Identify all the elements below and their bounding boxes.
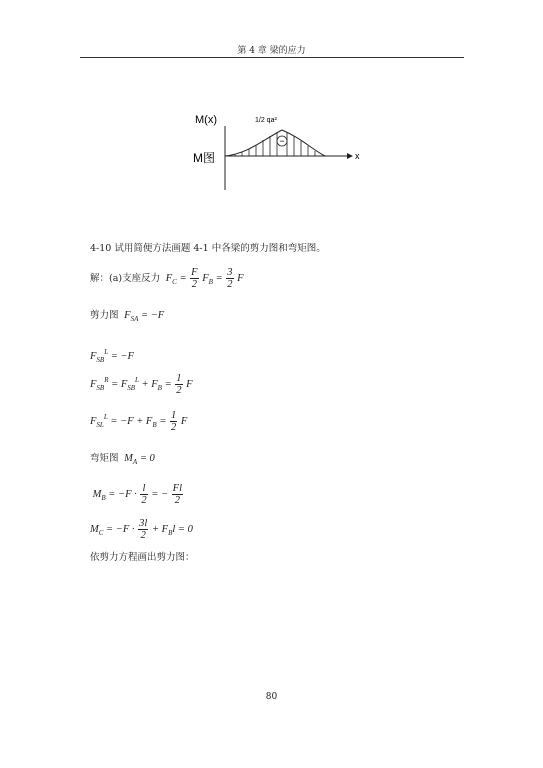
moment-eq-c: $M_C = -F$ · $\frac{3l}{2}$ + $F_Bl = 0$ — [90, 518, 193, 541]
moment-diagram — [185, 108, 365, 190]
closing-text: 依剪力方程画出剪力图： — [90, 552, 195, 563]
y-axis-label: M(x) — [195, 114, 217, 126]
problem-statement: 4-10 试用简便方法画题 4-1 中各梁的剪力图和弯矩图。 — [90, 243, 326, 254]
page-header: 第 4 章 梁的应力 — [237, 46, 306, 56]
moment-curve — [225, 130, 325, 156]
reaction-equation: $F_C$ = $\frac{F}{2}$ $F_B$ = $\frac{3}{2}$ F — [163, 267, 244, 290]
sign-label: − — [279, 136, 285, 146]
shear-eq-b-left: $F_{SB}^L = -F$ — [90, 348, 134, 364]
shear-line — [90, 309, 164, 326]
hatch-lines — [235, 132, 315, 156]
shear-eq-b-right: $F_{SB}^R = F_{SB}^L + F_B$ = $\frac{1}{2}$ F — [90, 373, 193, 397]
peak-label: 1/2 qa² — [255, 117, 277, 124]
moment-line — [90, 452, 155, 469]
support-reaction-line — [90, 267, 244, 290]
shear-eq-a: $F_{SA} = -F$ — [121, 310, 165, 323]
shear-label: 剪力图 — [90, 310, 119, 321]
solution-prefix: 解：(a)支座反力 — [90, 272, 161, 284]
x-axis-arrowhead — [347, 153, 353, 159]
moment-label: 弯矩图 — [90, 453, 119, 464]
header-rule — [80, 57, 464, 58]
diagram-label: M图 — [193, 151, 215, 165]
x-axis-label: x — [355, 151, 360, 161]
page-number: 80 — [265, 692, 278, 702]
moment-eq-a: $M_A = 0$ — [121, 453, 155, 466]
shear-eq-l: $F_{SL}^L = -F + F_B$ = $\frac{1}{2}$ F — [90, 410, 188, 434]
moment-eq-b: $M_B = -F$ · $\frac{l}{2}$ = − $\frac{Fl}{2}$ — [90, 483, 183, 506]
